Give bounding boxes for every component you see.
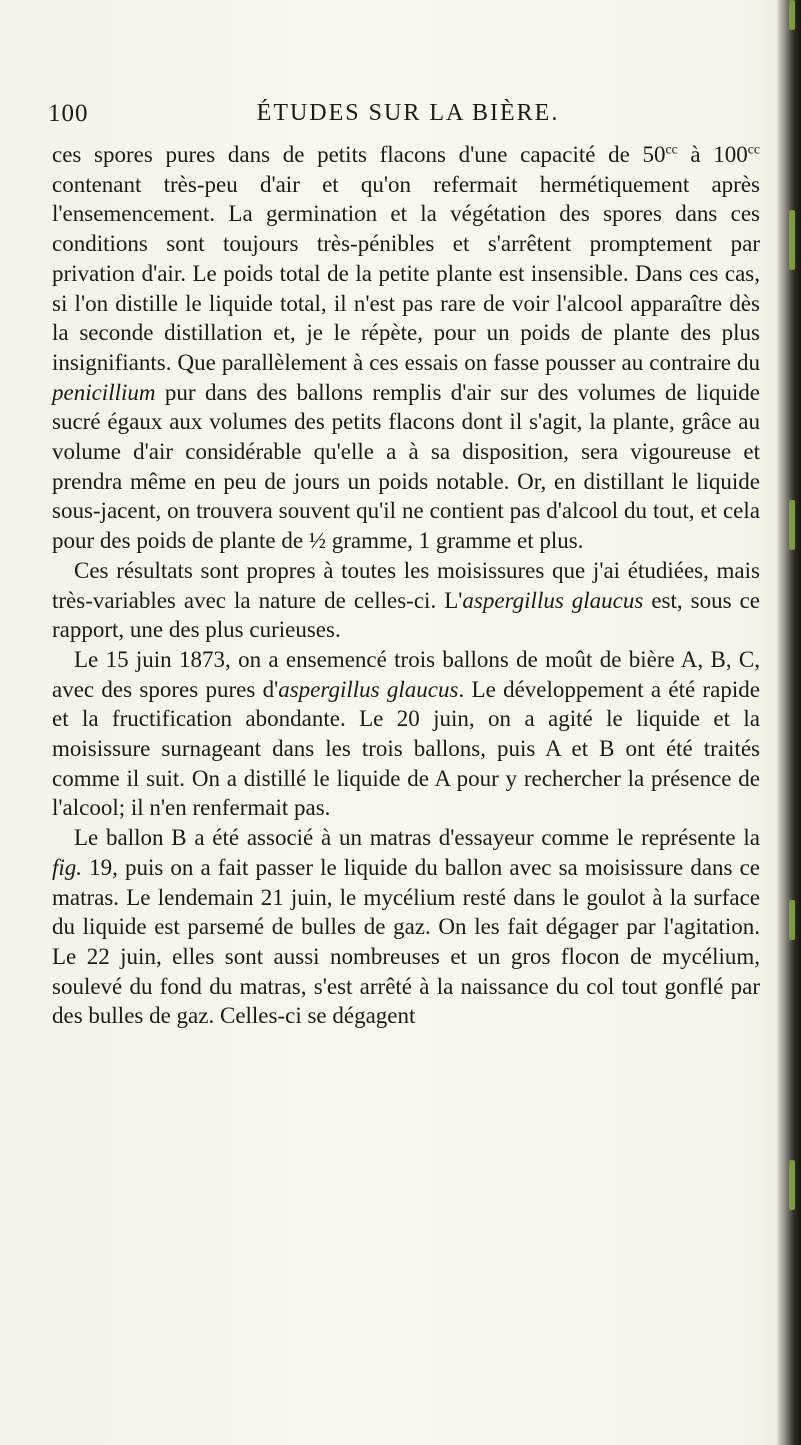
text-run: à 100 (677, 142, 748, 167)
running-head: ÉTUDES SUR LA BIÈRE. (256, 100, 560, 126)
text-run: . Le développement a été rapide et la fructification abondante. Le 20 juin, on a agité le liquide et la moisissure surnageant dans les trois ballons, puis A et B ont été traités comme il suit. On a distillé le liquide de A pour y rechercher la présence de l'alcool; il n'en renfermait pas. (52, 676, 760, 821)
paragraph (52, 823, 760, 1031)
edge-mark (789, 1160, 795, 1210)
text-run: Le ballon B a été associé à un matras d'essayeur comme le représente la (74, 825, 760, 851)
italic-term: penicillium (52, 379, 156, 405)
text-run: 19, puis on a fait passer le liquide du ballon avec sa moisissure dans ce matras. Le lendemain 21 juin, le mycélium resté dans le goulot à la surface du liquide est parsemé de bulles de gaz. On les fait dégager par l'agitation. Le 22 juin, elles sont aussi nombreuses et un gros flocon de mycélium, soulevé du fond du matras, s'est arrêté à la naissance du col tout gonflé par des bulles de gaz. Celles-ci se dégagent (52, 854, 760, 1029)
superscript-unit: cc (665, 141, 678, 157)
body-text (52, 140, 760, 1031)
page-number: 100 (48, 100, 89, 127)
edge-mark (789, 900, 795, 940)
edge-mark (789, 0, 795, 30)
text-run: pur dans des ballons remplis d'air sur des volumes de liquide sucré égaux aux volumes des petits flacons dont il s'agit, la plante, grâce au volume d'air considérable qu'elle a à sa disposition, sera vigoureuse et prendra même en peu de jours un poids notable. Or, en distillant le liquide sous-jacent, on trouvera souvent qu'il ne contient pas d'alcool du tout, et cela pour des poids de plante de ½ gramme, 1 gramme et plus. (52, 379, 760, 554)
page-edge-shadow (777, 0, 801, 1445)
italic-term: fig. (52, 854, 83, 880)
italic-term: aspergillus glaucus (462, 587, 644, 613)
text-run: est, sous ce rapport, une des plus curieuses. (52, 587, 760, 643)
paragraph (52, 556, 760, 645)
paragraph-continuation (52, 140, 760, 556)
edge-mark (789, 210, 795, 270)
paragraph (52, 645, 760, 823)
superscript-unit: cc (747, 141, 760, 157)
text-run: Le 15 juin 1873, on a ensemencé trois ballons de moût de bière A, B, C, avec des spores pures d' (52, 646, 760, 702)
text-run: contenant très-peu d'air et qu'on refermait hermétiquement après l'ensemencement. La germination et la végétation des spores dans ces conditions sont toujours très-pénibles et s'arrêtent promptement par privation d'air. Le poids total de la petite plante est insensible. Dans ces cas, si l'on distille le liquide total, il n'est pas rare de voir l'alcool apparaître dès la seconde distillation et, je le répète, pour un poids de plante des plus insignifiants. Que parallèlement à ces essais on fasse pousser au contraire du (52, 171, 760, 375)
text-run: ces spores pures dans de petits flacons d'une capacité de 50 (52, 142, 666, 167)
text-run: Ces résultats sont propres à toutes les moisissures que j'ai étudiées, mais très-variables avec la nature de celles-ci. L' (52, 557, 760, 613)
page-header (48, 100, 748, 140)
italic-term: aspergillus glaucus (278, 676, 459, 702)
edge-mark (789, 500, 795, 550)
